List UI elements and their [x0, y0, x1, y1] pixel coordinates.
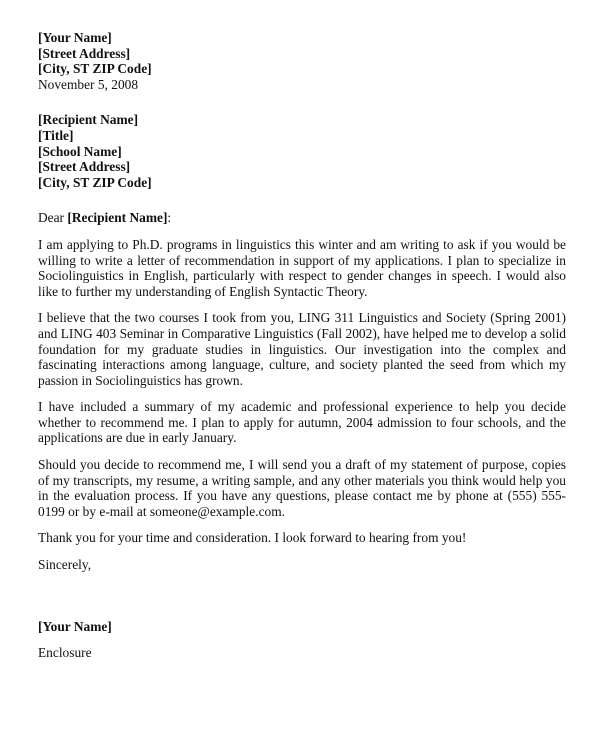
enclosure-label: Enclosure — [38, 645, 92, 661]
closing: Sincerely, — [38, 557, 92, 573]
recipient-city: [City, ST ZIP Code] — [38, 174, 152, 190]
body-paragraph-2: I believe that the two courses I took from you, LING 311 Linguistics and Society (Spring 2001) and LING 403 Seminar in Comparative Linguistics (Fall 2002), have helped me to develop a solid foundation for my graduate studies in linguistics. Our investigation into the complex and fascinating interactions among language, culture, and society planted the seed from which my passion in Sociolinguistics has grown. — [38, 310, 566, 388]
recipient-title: [Title] — [38, 127, 74, 143]
letter-date: November 5, 2008 — [38, 76, 139, 92]
recipient-street: [Street Address] — [38, 159, 131, 175]
recipient-school: [School Name] — [38, 143, 122, 159]
letter-page — [38, 30, 566, 661]
sender-city: [City, ST ZIP Code] — [38, 61, 152, 77]
sender-street: [Street Address] — [38, 45, 131, 61]
salutation-name: [Recipient Name] — [67, 210, 168, 226]
body-paragraph-4: Should you decide to recommend me, I will send you a draft of my statement of purpose, copies of my transcripts, my resume, a writing sample, and any other materials you think would help you in the evaluation process. If you have any questions, please contact me by phone at (555) 555-0199 or by e-mail at someone@example.com. — [38, 457, 566, 519]
signature-block — [38, 619, 566, 635]
recipient-block — [38, 112, 566, 190]
body-paragraph-5: Thank you for your time and consideration. I look forward to hearing from you! — [38, 530, 467, 546]
signature-name: [Your Name] — [38, 618, 112, 634]
enclosure-note — [38, 645, 566, 661]
body-paragraph-1: I am applying to Ph.D. programs in linguistics this winter and am writing to ask if you would be willing to write a letter of recommendation in support of my applications. I plan to specialize in Sociolinguistics in English, particularly with respect to gender changes in speech. I would also like to further my understanding of English Syntactic Theory. — [38, 236, 566, 299]
salutation-prefix: Dear — [38, 210, 68, 226]
sender-block — [38, 30, 566, 92]
salutation-suffix: : — [167, 210, 172, 226]
recipient-name: [Recipient Name] — [38, 112, 139, 128]
salutation — [38, 210, 566, 226]
sender-name: [Your Name] — [38, 30, 112, 45]
body-paragraph-3: I have included a summary of my academic and professional experience to help you decide whether to recommend me. I plan to apply for autumn, 2004 admission to four schools, and the applications are due in early January. — [38, 399, 566, 446]
